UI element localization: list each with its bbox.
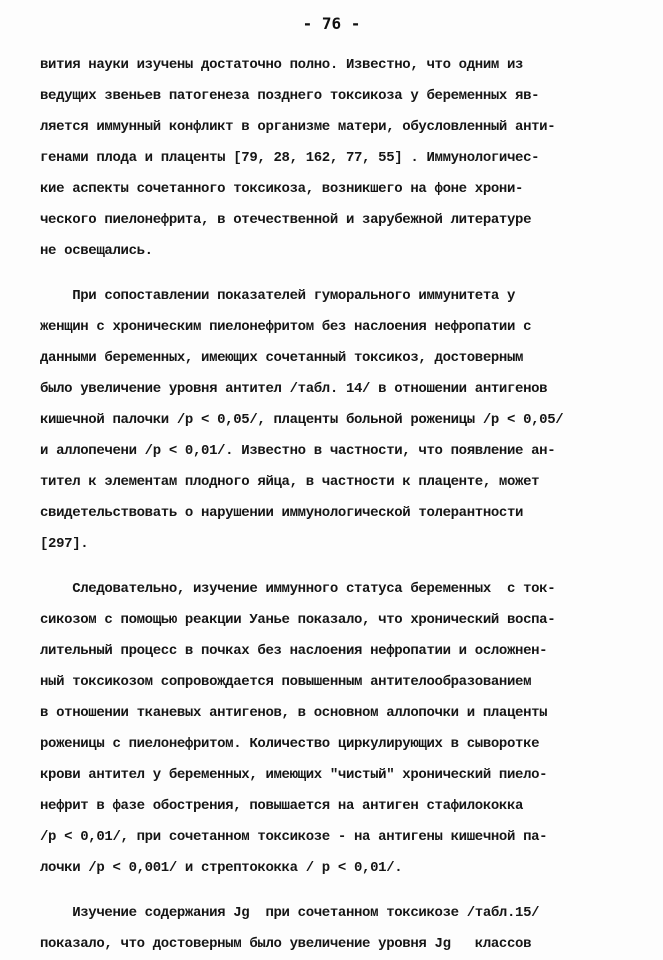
text-line: генами плода и плаценты [79, 28, 162, 77, 55] . Иммунологичес- bbox=[40, 150, 540, 166]
text-line: показало, что достоверным было увеличение уровня Jg классов bbox=[40, 936, 532, 952]
text-line: нефрит в фазе обострения, повышается на антиген стафилококка bbox=[40, 798, 524, 814]
text-line: было увеличение уровня антител /табл. 14/ в отношении антигенов bbox=[40, 381, 548, 397]
text-line: данными беременных, имеющих сочетанный токсикоз, достоверным bbox=[40, 350, 524, 366]
text-line: крови антител у беременных, имеющих "чистый" хронический пиело- bbox=[40, 767, 548, 783]
text-line: и аллопечени /р < 0,01/. Известно в частности, что появление ан- bbox=[40, 443, 556, 459]
text-line: лочки /р < 0,001/ и стрептококка / р < 0,01/. bbox=[40, 860, 403, 876]
text-line: сикозом с помощью реакции Уанье показало, что хронический воспа- bbox=[40, 612, 556, 628]
text-line: роженицы с пиелонефритом. Количество циркулирующих в сыворотке bbox=[40, 736, 540, 752]
paragraph-spacer bbox=[40, 560, 630, 574]
paragraph-4 bbox=[40, 898, 630, 960]
text-line: ведущих звеньев патогенеза позднего токсикоза у беременных яв- bbox=[40, 88, 540, 104]
paragraph-spacer bbox=[40, 884, 630, 898]
text-line: ческого пиелонефрита, в отечественной и зарубежной литературе bbox=[40, 212, 532, 228]
paragraph-3 bbox=[40, 574, 630, 884]
body-text bbox=[40, 50, 630, 960]
text-line: кие аспекты сочетанного токсикоза, возникшего на фоне хрони- bbox=[40, 181, 524, 197]
page-number: - 76 - bbox=[302, 14, 361, 33]
text-line: кишечной палочки /р < 0,05/, плаценты больной роженицы /р < 0,05/ bbox=[40, 412, 564, 428]
paragraph-2 bbox=[40, 281, 630, 560]
text-line: в отношении тканевых антигенов, в основном аллопочки и плаценты bbox=[40, 705, 548, 721]
text-line: лительный процесс в почках без наслоения нефропатии и осложнен- bbox=[40, 643, 548, 659]
text-line: Изучение содержания Jg при сочетанном токсикозе /табл.15/ bbox=[40, 905, 540, 921]
text-line: [297]. bbox=[40, 536, 89, 552]
text-line: /р < 0,01/, при сочетанном токсикозе - на антигены кишечной па- bbox=[40, 829, 548, 845]
text-line: вития науки изучены достаточно полно. Известно, что одним из bbox=[40, 57, 524, 73]
paragraph-spacer bbox=[40, 267, 630, 281]
text-line: тител к элементам плодного яйца, в частности к плаценте, может bbox=[40, 474, 540, 490]
text-line: свидетельствовать о нарушении иммунологической толерантности bbox=[40, 505, 524, 521]
paragraph-1 bbox=[40, 50, 630, 267]
text-line: При сопоставлении показателей гуморального иммунитета у bbox=[40, 288, 516, 304]
text-line: ляется иммунный конфликт в организме матери, обусловленный анти- bbox=[40, 119, 556, 135]
text-line: Следовательно, изучение иммунного статуса беременных с ток- bbox=[40, 581, 556, 597]
text-line: не освещались. bbox=[40, 243, 153, 259]
text-line: женщин с хроническим пиелонефритом без наслоения нефропатии с bbox=[40, 319, 532, 335]
text-line: ный токсикозом сопровождается повышенным антителообразованием bbox=[40, 674, 532, 690]
